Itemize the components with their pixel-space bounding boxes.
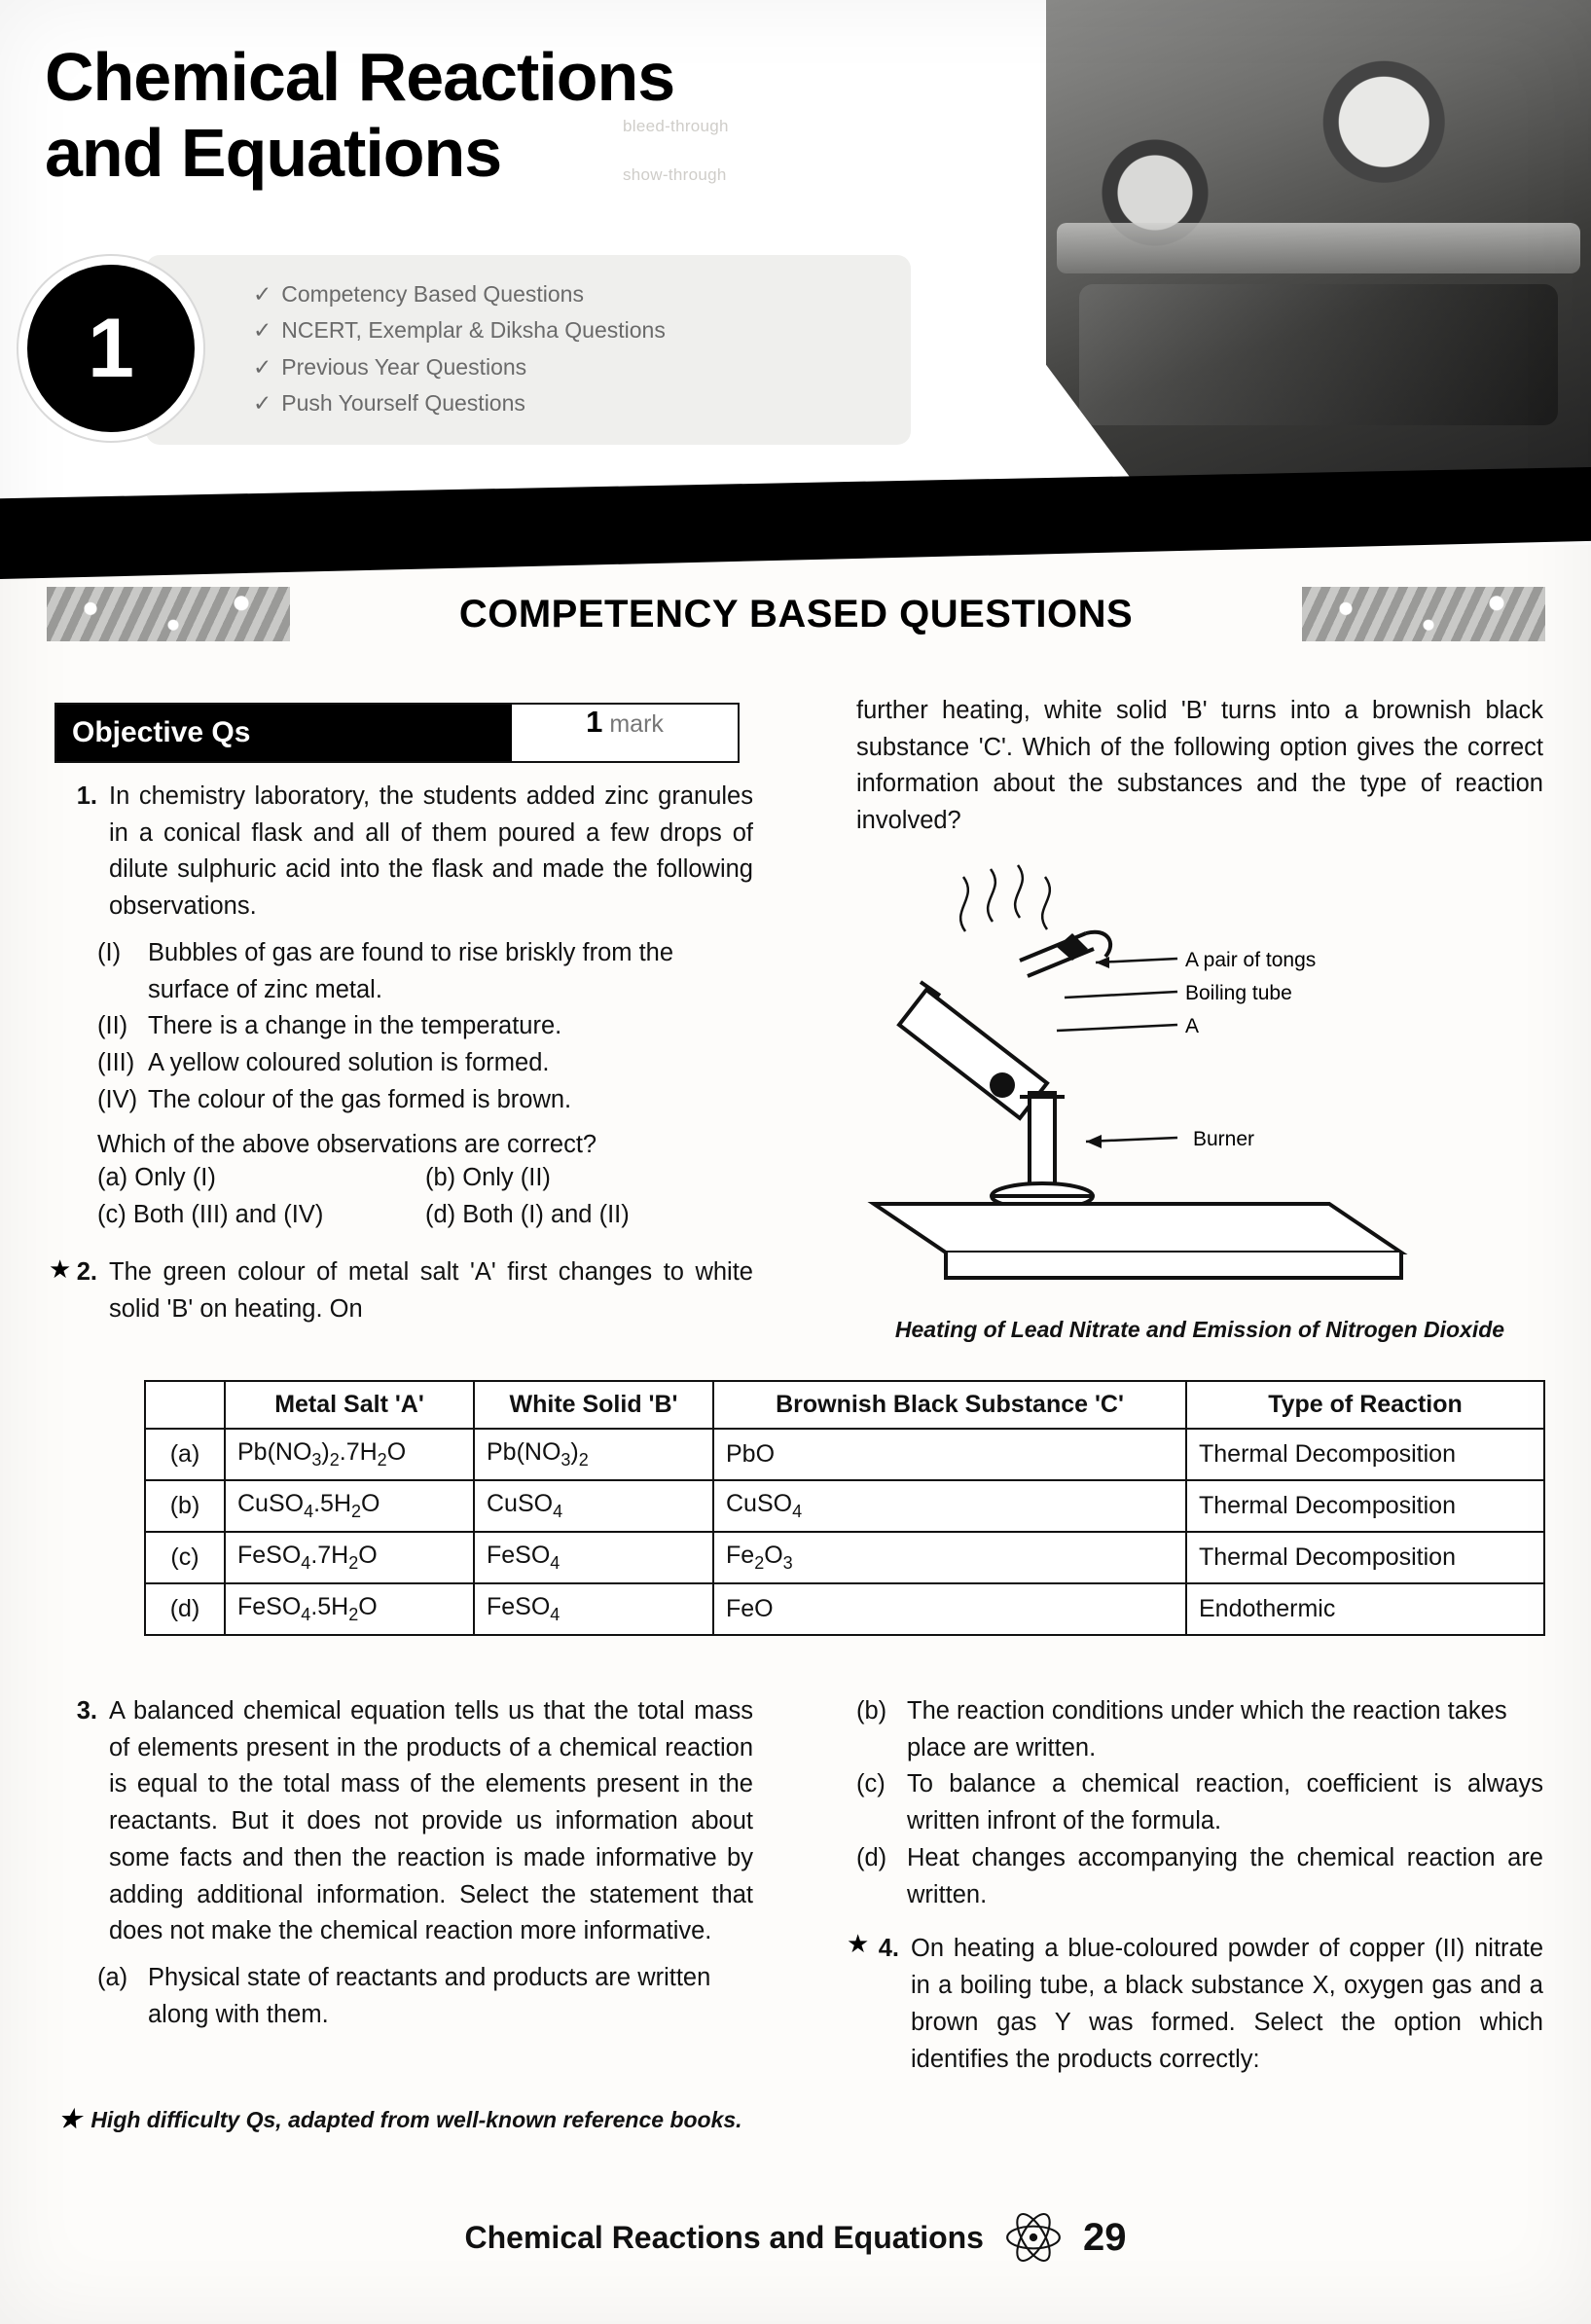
question-3-number: 3. <box>76 1697 97 1725</box>
table-header-reaction-type: Type of Reaction <box>1186 1381 1544 1429</box>
table-header-option <box>145 1381 225 1429</box>
observation-item <box>97 1045 753 1082</box>
check-icon: ✓ <box>253 317 272 344</box>
question-2-number: 2. <box>76 1258 97 1287</box>
figure-label-tongs: A pair of tongs <box>1185 948 1317 971</box>
table-header-row <box>145 1381 1544 1429</box>
option-label: (c) <box>856 1770 886 1798</box>
page-number: 29 <box>1082 2215 1127 2259</box>
row-substance-c: FeO <box>713 1583 1186 1635</box>
observation-text: The colour of the gas formed is brown. <box>148 1085 572 1113</box>
marks-badge <box>512 705 738 761</box>
row-salt-a: $FeSO_4.7H_2O$ <box>225 1532 474 1583</box>
figure-svg <box>856 853 1543 1311</box>
check-icon: ✓ <box>253 389 272 416</box>
question-2-text-right: further heating, white solid 'B' turns into a brownish black substance 'C'. Which of the following option gives the correct information about the substances and the type of reaction involved? <box>856 697 1543 835</box>
figure-caption: Heating of Lead Nitrate and Emission of Nitrogen Dioxide <box>894 1316 1505 1342</box>
observation-label: (II) <box>97 1012 128 1040</box>
table-header-solid-b: White Solid 'B' <box>474 1381 713 1429</box>
page-header <box>0 0 1591 545</box>
option-text: Heat changes accompanying the chemical reaction are written. <box>907 1843 1543 1908</box>
check-icon: ✓ <box>253 281 272 307</box>
row-option: (c) <box>145 1532 225 1583</box>
figure-label-burner: Burner <box>1193 1127 1255 1150</box>
check-icon: ✓ <box>253 353 272 380</box>
table-row[interactable] <box>145 1429 1544 1480</box>
right-column-bottom <box>847 1693 1543 2088</box>
header-photo <box>1046 0 1591 496</box>
table-header-substance-c: Brownish Black Substance 'C' <box>713 1381 1186 1429</box>
feature-item <box>253 276 886 312</box>
table-header-salt-a: Metal Salt 'A' <box>225 1381 474 1429</box>
row-solid-b: CuSO$_4$ <box>474 1480 713 1532</box>
row-substance-c: PbO <box>713 1429 1186 1480</box>
question-3-option-c[interactable] <box>856 1766 1543 1839</box>
question-3-option-d[interactable] <box>856 1840 1543 1913</box>
option-label: (d) <box>856 1843 887 1871</box>
observation-item <box>97 1082 753 1119</box>
observation-label: (IV) <box>97 1085 138 1113</box>
marks-number: 1 <box>586 705 603 739</box>
star-icon: ★ <box>58 2104 82 2133</box>
question-3-option-b[interactable] <box>856 1693 1543 1766</box>
figure-label-substance-a: A <box>1185 1014 1200 1037</box>
question-2-text-left: The green colour of metal salt 'A' first changes to white solid 'B' on heating. On <box>109 1258 753 1323</box>
section-title: COMPETENCY BASED QUESTIONS <box>458 592 1134 635</box>
page-title-line-1: Chemical Reactions <box>45 39 675 115</box>
option-text: Physical state of reactants and products are written along with them. <box>148 1964 711 2028</box>
decor-texture-left <box>47 587 290 641</box>
question-4 <box>847 1929 1543 2078</box>
observation-text: A yellow coloured solution is formed. <box>148 1049 550 1077</box>
footnote <box>58 2104 1129 2134</box>
row-option: (a) <box>145 1429 225 1480</box>
footer-chapter-title: Chemical Reactions and Equations <box>464 2219 984 2255</box>
feature-item <box>253 312 886 348</box>
right-column-top <box>856 693 1543 1345</box>
feature-label: Previous Year Questions <box>281 353 527 380</box>
question-1-number: 1. <box>76 782 97 810</box>
question-3 <box>54 1693 753 1950</box>
star-icon: ★ <box>49 1254 72 1285</box>
observation-item <box>97 935 753 1008</box>
option-a[interactable]: (a) Only (I) <box>97 1163 216 1191</box>
row-option: (b) <box>145 1480 225 1532</box>
feature-label: NCERT, Exemplar & Diksha Questions <box>281 317 666 344</box>
option-label: (a) <box>97 1964 128 1992</box>
question-3-text: A balanced chemical equation tells us that the total mass of elements present in the products of a chemical reaction is equal to the total mass of the elements present in the reactants. But it does not provide us information about some facts and then the reaction is made informative by adding additional information. Select the statement that does not make the chemical reaction more informative. <box>109 1697 753 1945</box>
star-icon: ★ <box>847 1929 870 1959</box>
observation-label: (I) <box>97 938 122 966</box>
objective-qs-label: Objective Qs <box>56 705 512 761</box>
chapter-number-badge: 1 <box>27 265 195 432</box>
table-slab <box>874 1204 1401 1278</box>
question-4-number: 4. <box>878 1935 899 1963</box>
question-1-text: In chemistry laboratory, the students added zinc granules in a conical flask and all of them poured a few drops of dilute sulphuric acid into the flask and made the following observations. <box>109 782 753 921</box>
option-c[interactable]: (c) Both (III) and (IV) <box>97 1200 324 1228</box>
option-text: To balance a chemical reaction, coefficient is always written infront of the formula. <box>907 1770 1543 1835</box>
page-title-line-2: and Equations <box>45 115 502 192</box>
question-4-text: On heating a blue-coloured powder of copper (II) nitrate in a boiling tube, a black substance X, oxygen gas and a brown gas Y was formed. Select the option which identifies the products correctly: <box>911 1935 1543 2073</box>
figure-label-boiling-tube: Boiling tube <box>1185 981 1292 1004</box>
question-1 <box>54 779 753 926</box>
option-label: (b) <box>856 1697 887 1725</box>
question-1-prompt: Which of the above observations are correct? <box>97 1130 597 1158</box>
tongs-grip <box>1057 933 1088 961</box>
feature-label: Competency Based Questions <box>281 281 584 307</box>
row-reaction-type: Thermal Decomposition <box>1186 1532 1544 1583</box>
page-footer <box>0 2207 1591 2268</box>
row-salt-a: $Pb(NO_3)_2.7H_2O$ <box>225 1429 474 1480</box>
observation-text: There is a change in the temperature. <box>148 1012 562 1040</box>
table-row[interactable] <box>145 1583 1544 1635</box>
footnote-text: High difficulty Qs, adapted from well-known reference books. <box>90 2107 742 2132</box>
row-salt-a: $FeSO_4.5H_2O$ <box>225 1583 474 1635</box>
observation-text: Bubbles of gas are found to rise briskly from the surface of zinc metal. <box>148 938 674 1003</box>
table-row[interactable] <box>145 1532 1544 1583</box>
fume-lines <box>960 865 1050 931</box>
feature-item <box>253 349 886 385</box>
decor-texture-right <box>1302 587 1545 641</box>
row-solid-b: FeSO$_4$ <box>474 1583 713 1635</box>
atom-icon <box>1003 2207 1064 2268</box>
objective-qs-bar <box>54 703 740 763</box>
question-1-options-row-2 <box>97 1196 753 1233</box>
option-b[interactable]: (b) Only (II) <box>425 1163 551 1191</box>
option-d[interactable]: (d) Both (I) and (II) <box>425 1200 630 1228</box>
row-solid-b: FeSO$_4$ <box>474 1532 713 1583</box>
observation-item <box>97 1008 753 1045</box>
options-table <box>144 1380 1545 1636</box>
marks-unit: mark <box>609 710 664 738</box>
row-reaction-type: Thermal Decomposition <box>1186 1429 1544 1480</box>
row-reaction-type: Endothermic <box>1186 1583 1544 1635</box>
observation-label: (III) <box>97 1049 135 1077</box>
leader-lines <box>1057 957 1177 1148</box>
feature-label: Push Yourself Questions <box>281 389 525 416</box>
ghost-text-2: show-through <box>623 165 727 184</box>
feature-item <box>253 385 886 421</box>
row-reaction-type: Thermal Decomposition <box>1186 1480 1544 1532</box>
option-text: The reaction conditions under which the reaction takes place are written. <box>907 1697 1507 1761</box>
row-option: (d) <box>145 1583 225 1635</box>
photo-bumper <box>1057 223 1580 273</box>
page-title <box>45 39 1028 192</box>
row-solid-b: $Pb(NO_3)_2$ <box>474 1429 713 1480</box>
question-1-options-row-1 <box>97 1159 753 1196</box>
question-3-option-a[interactable] <box>54 1960 753 2033</box>
figure-heating-lead-nitrate <box>856 853 1543 1311</box>
table-row[interactable] <box>145 1480 1544 1532</box>
section-header <box>47 584 1545 644</box>
row-substance-c: $Fe_2O_3$ <box>713 1532 1186 1583</box>
ghost-text-1: bleed-through <box>623 117 729 135</box>
left-column-bottom <box>54 1693 753 2034</box>
question-2 <box>49 1254 753 1327</box>
feature-list <box>146 255 911 445</box>
left-column-top <box>49 779 753 1338</box>
row-substance-c: CuSO$_4$ <box>713 1480 1186 1532</box>
row-salt-a: $CuSO_4.5H_2O$ <box>225 1480 474 1532</box>
